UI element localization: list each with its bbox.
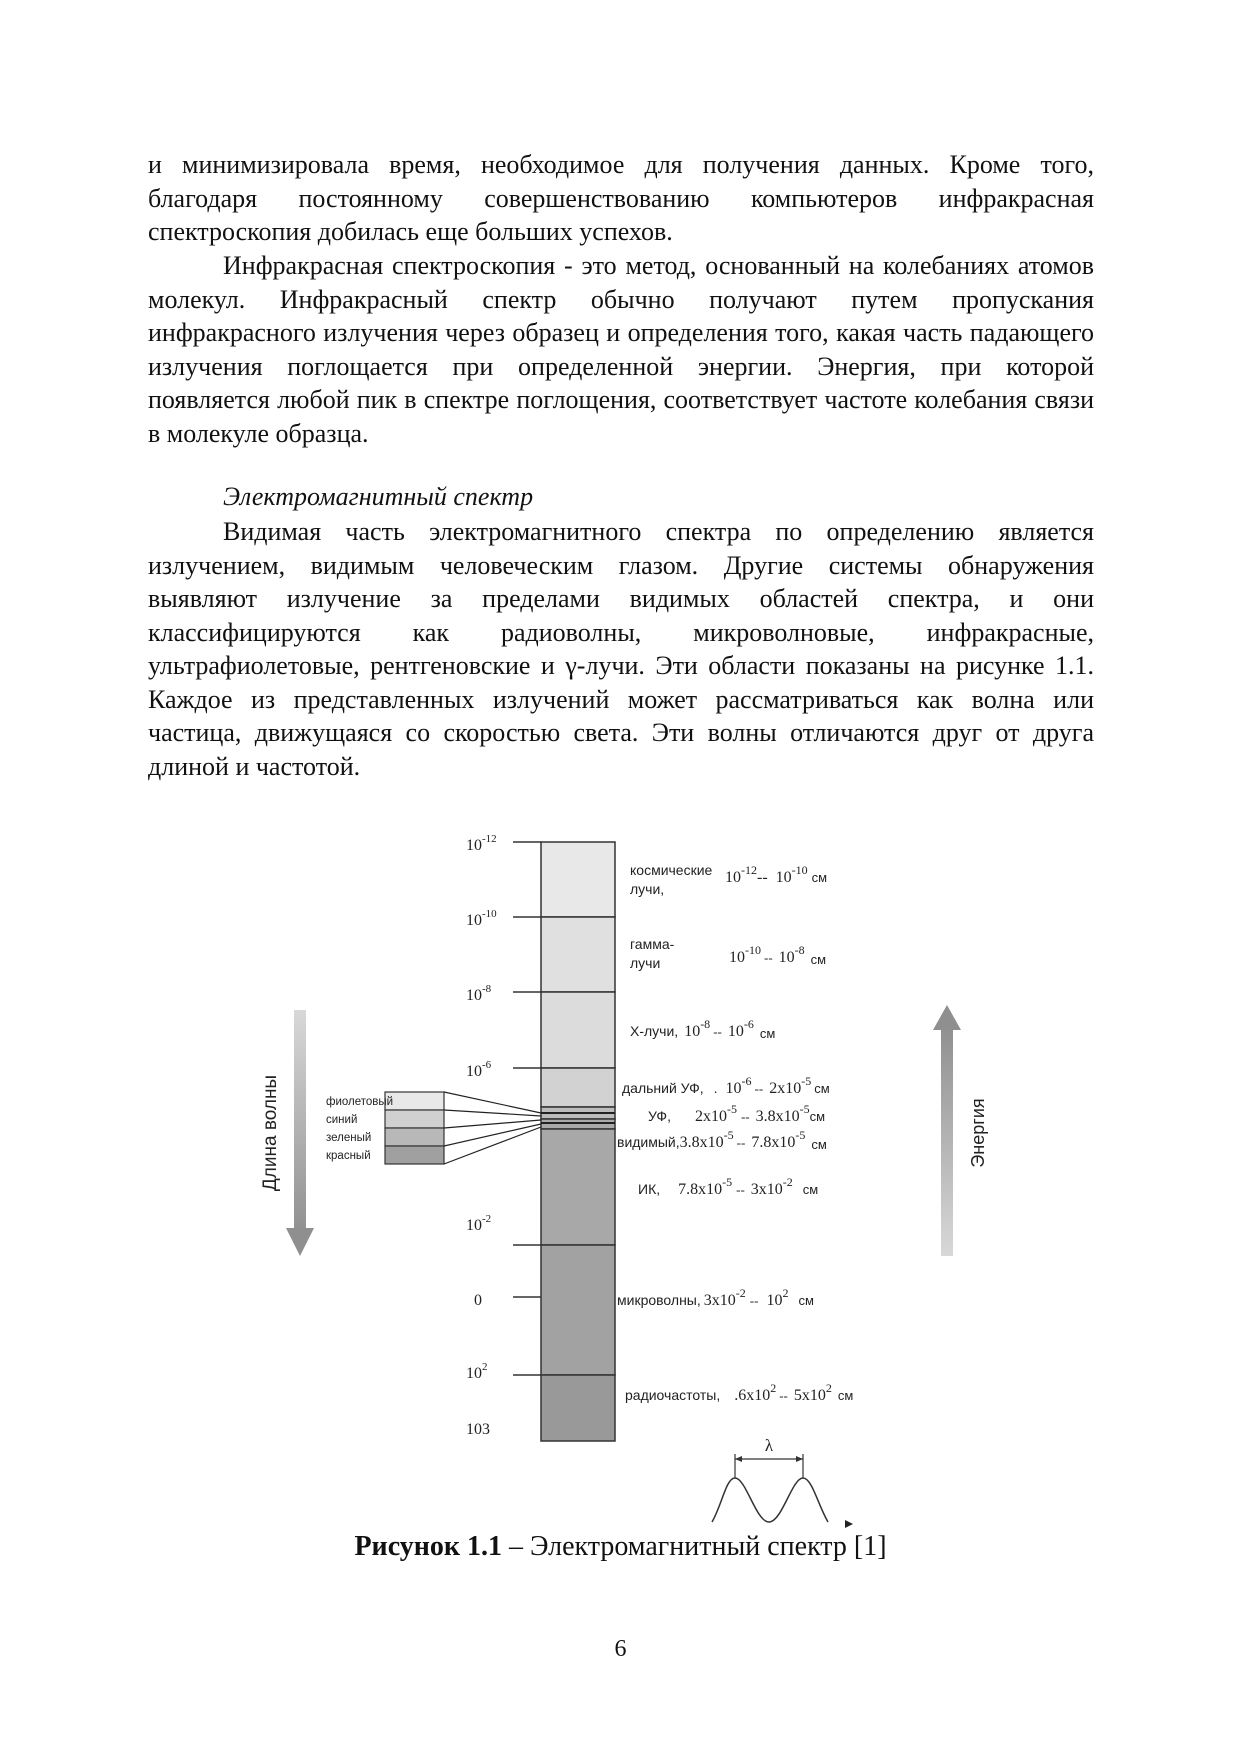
band-annotations <box>617 862 853 1404</box>
band-cosmic-label <box>630 862 827 897</box>
band-gamma-rect <box>541 917 615 992</box>
svg-text:ИК,7.8x10-5--3x10-2см: ИК, 7.8x10-5 -- 3x10-2 см <box>638 1175 819 1198</box>
band-visible-label <box>617 1128 827 1152</box>
lambda-label: λ <box>764 1436 774 1455</box>
tick-label: $10^{-10}$ <box>466 908 497 929</box>
caption-text: – Электромагнитный спектр [1] <box>502 1531 887 1562</box>
energy-arrow <box>933 1005 988 1256</box>
tick-label: $10^{-12}$ <box>466 833 497 854</box>
section-heading: Электромагнитный спектр <box>223 482 534 511</box>
svg-text:космические: космические <box>630 862 713 878</box>
svg-text:радиочастоты,.6x102--5x102см: радиочастоты, .6x102 -- 5x102 см <box>625 1381 854 1404</box>
wave-diagram <box>712 1436 853 1528</box>
tick-label: $10^{-2}$ <box>466 1213 492 1234</box>
figure-caption <box>0 1531 1241 1563</box>
band-xray-rect <box>541 992 615 1068</box>
tick-label: $10^{-6}$ <box>466 1059 492 1080</box>
band-far-uv-rect <box>541 1068 615 1107</box>
band-far-uv-label <box>622 1074 830 1097</box>
band-microwave-rect <box>541 1245 615 1375</box>
paragraph-3: Видимая часть электромагнитного спектра по определению является излучением, видимым человеческим глазом. Другие системы обнаружения выявляют излучение за пределами видимых областей спектра, и они классифицируются как радиоволны, микроволновые, инфракрасные, ультрафиолетовые, рентгеновские и γ-лучи. Эти области показаны на рисунке 1.1. Каждое из представленных излучений может рассматриваться как волна или частица, движущаяся со скоростью света. Эти волны отличаются друг от друга длиной и частотой. <box>148 517 1094 781</box>
band-uv-label <box>648 1102 825 1125</box>
svg-text:лучи: лучи <box>630 955 661 971</box>
svg-text:УФ,2x10-5--3.8x10-5см: УФ, 2x10-5 -- 3.8x10-5см <box>648 1102 826 1125</box>
paragraph-2: Инфракрасная спектроскопия - это метод, основанный на колебаниях атомов молекул. Инфракрасный спектр обычно получают путем пропускания инфракрасного излучения через образец и определения того, какая часть падающего излучения поглощается при определенной энергии. Энергия, при которой появляется любой пик в спектре поглощения, соответствует частоте колебания связи в молекуле образца. <box>148 251 1094 448</box>
wavelength-label: Длина волны <box>260 1074 281 1192</box>
svg-text:лучи,: лучи, <box>630 881 665 897</box>
tick-label: 103 <box>466 1421 490 1438</box>
color-label-red: красный <box>326 1150 371 1162</box>
tick-label: 0 <box>474 1292 482 1309</box>
band-microwave-label <box>617 1286 814 1309</box>
energy-label: Энергия <box>968 1098 988 1168</box>
band-ir-rect <box>541 1129 615 1245</box>
band-radio-label <box>625 1381 853 1404</box>
svg-text:микроволны,3x10-2--102см: микроволны, 3x10-2 -- 102 см <box>617 1286 814 1309</box>
page-number: 6 <box>614 1636 627 1662</box>
band-gamma-label <box>630 936 826 971</box>
tick-label: $10^2$ <box>466 1361 488 1382</box>
wavelength-arrow <box>260 1010 314 1256</box>
svg-text:дальний УФ,.10-6--2x10-5см: дальний УФ, . 10-6 -- 2x10-5 см <box>622 1074 830 1097</box>
band-radio-rect <box>541 1375 615 1441</box>
color-label-blue: синий <box>326 1114 358 1126</box>
band-ir-label <box>638 1175 818 1198</box>
svg-text:Х-лучи,10-8--10-6см: Х-лучи, 10-8 -- 10-6см <box>630 1017 776 1041</box>
svg-text:10-10--10-8см: $10^{-10}$ $_{--}$ $10^{-8}_{см}$ <box>729 943 827 967</box>
color-label-violet: фиолетовый <box>326 1096 394 1108</box>
svg-text:видимый,3.8x10-5--7.8x10-5см: видимый,3.8x10-5 -- 7.8x10-5см <box>617 1128 827 1152</box>
svg-text:10-12--10-10см: $10^{-12}--$ $10^{-10}$ $_{см}$ <box>725 863 828 886</box>
band-cosmic-rect <box>541 842 615 917</box>
spectrum-column <box>513 842 615 1441</box>
paragraph-1: и минимизировала время, необходимое для получения данных. Кроме того, благодаря постоянному совершенствованию компьютеров инфракрасная спектроскопия добилась еще больших успехов. <box>148 150 1094 246</box>
color-label-green: зеленый <box>326 1132 372 1144</box>
tick-label: $10^{-8}$ <box>466 983 492 1004</box>
band-xray-label <box>630 1017 775 1041</box>
svg-text:гамма-: гамма- <box>630 936 675 952</box>
caption-number: Рисунок 1.1 <box>354 1531 503 1562</box>
visible-colors-chart <box>326 1092 541 1164</box>
